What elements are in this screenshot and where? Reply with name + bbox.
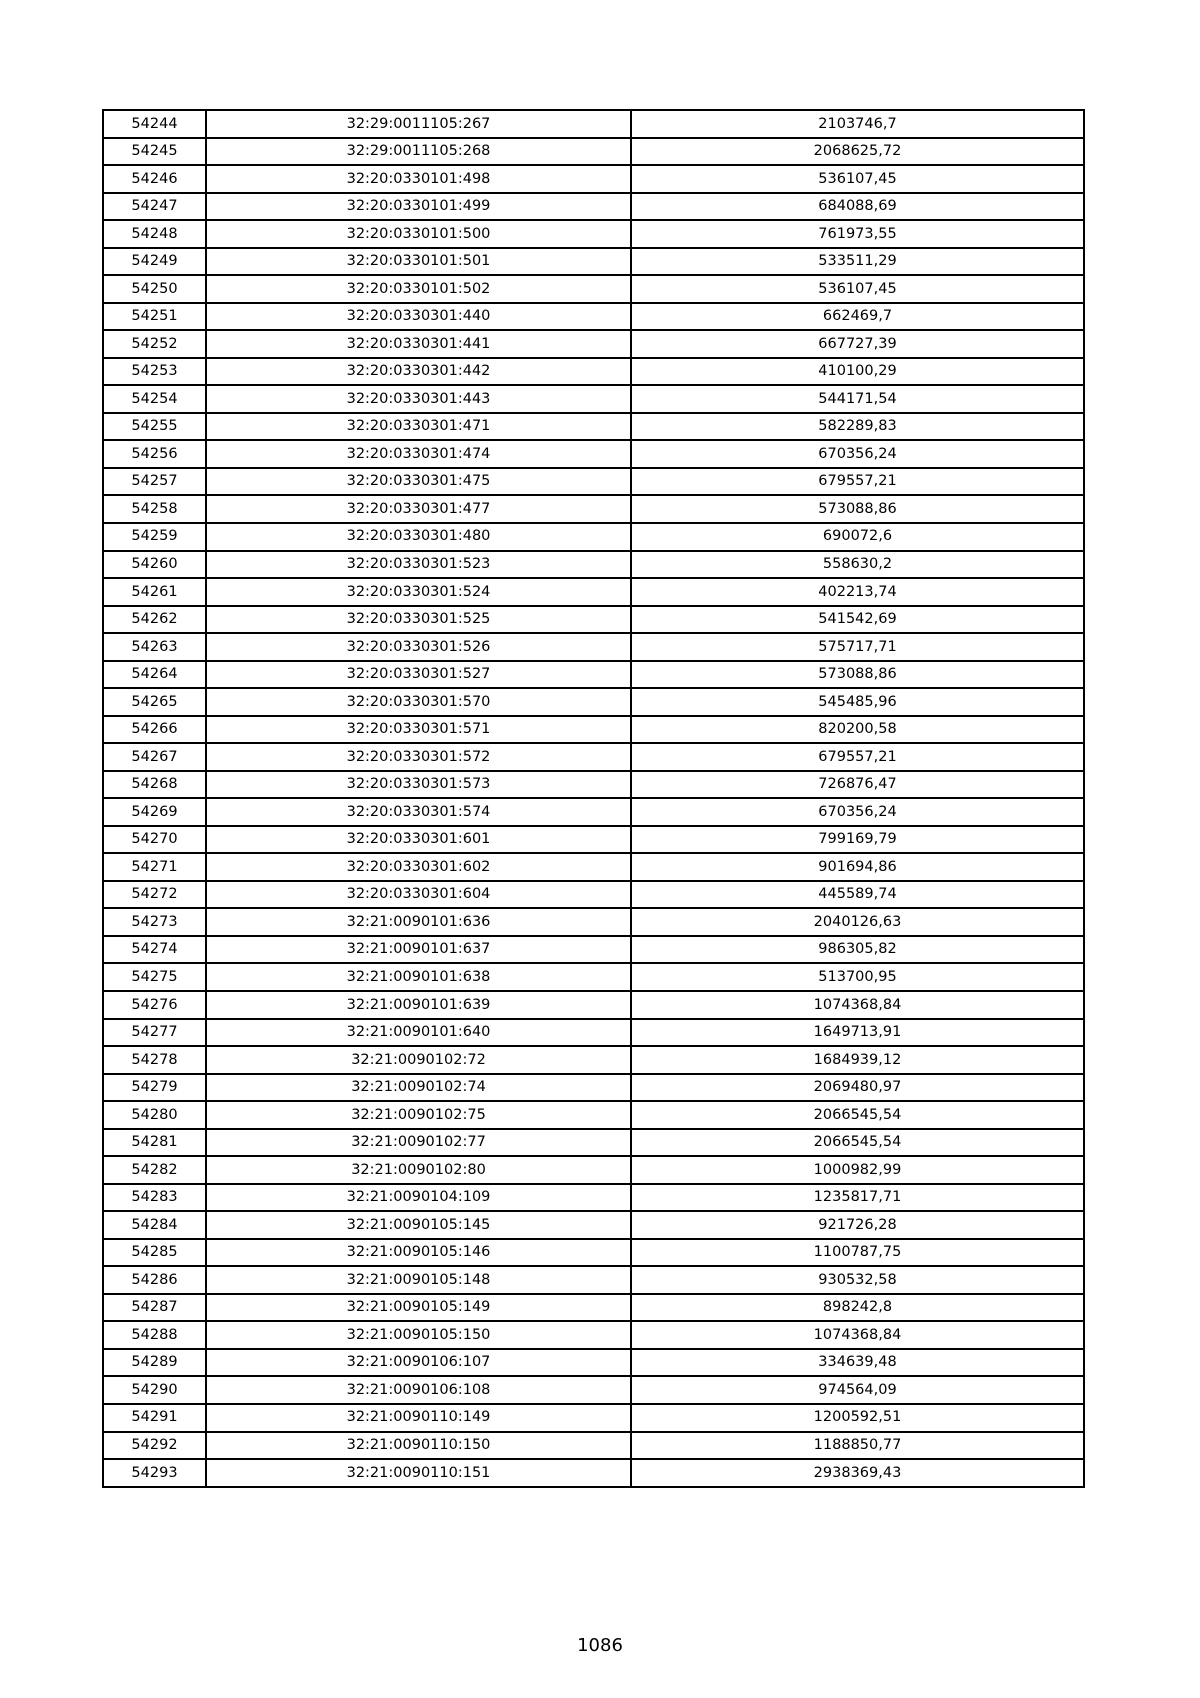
row-number-cell: 54249	[103, 248, 206, 276]
cadastral-number-cell: 32:20:0330301:480	[206, 523, 631, 551]
cadastral-number-cell: 32:20:0330301:475	[206, 468, 631, 496]
cadastral-value-cell: 667727,39	[631, 330, 1084, 358]
cadastral-value-cell: 679557,21	[631, 743, 1084, 771]
row-number-cell: 54284	[103, 1211, 206, 1239]
cadastral-value-cell: 898242,8	[631, 1294, 1084, 1322]
table-row	[103, 688, 1084, 716]
cadastral-number-cell: 32:20:0330301:440	[206, 303, 631, 331]
cadastral-number-cell: 32:20:0330301:524	[206, 578, 631, 606]
cadastral-number-cell: 32:20:0330301:570	[206, 688, 631, 716]
table-row	[103, 1294, 1084, 1322]
cadastral-value-cell: 545485,96	[631, 688, 1084, 716]
table-row	[103, 1349, 1084, 1377]
row-number-cell: 54282	[103, 1156, 206, 1184]
row-number-cell: 54293	[103, 1459, 206, 1487]
table-row	[103, 358, 1084, 386]
row-number-cell: 54285	[103, 1239, 206, 1267]
table-row	[103, 1129, 1084, 1157]
table-body	[103, 110, 1084, 1487]
cadastral-number-cell: 32:21:0090102:72	[206, 1046, 631, 1074]
cadastral-number-cell: 32:20:0330301:527	[206, 661, 631, 689]
row-number-cell: 54259	[103, 523, 206, 551]
cadastral-number-cell: 32:20:0330101:499	[206, 193, 631, 221]
cadastral-value-cell: 2068625,72	[631, 138, 1084, 166]
row-number-cell: 54255	[103, 413, 206, 441]
cadastral-value-cell: 575717,71	[631, 633, 1084, 661]
cadastral-value-cell: 402213,74	[631, 578, 1084, 606]
cadastral-number-cell: 32:21:0090105:149	[206, 1294, 631, 1322]
row-number-cell: 54267	[103, 743, 206, 771]
cadastral-number-cell: 32:21:0090106:108	[206, 1376, 631, 1404]
row-number-cell: 54276	[103, 991, 206, 1019]
row-number-cell: 54256	[103, 440, 206, 468]
row-number-cell: 54250	[103, 275, 206, 303]
cadastral-value-cell: 410100,29	[631, 358, 1084, 386]
cadastral-number-cell: 32:21:0090106:107	[206, 1349, 631, 1377]
table-row	[103, 551, 1084, 579]
cadastral-value-cell: 2066545,54	[631, 1129, 1084, 1157]
row-number-cell: 54283	[103, 1184, 206, 1212]
cadastral-number-cell: 32:20:0330101:500	[206, 220, 631, 248]
cadastral-number-cell: 32:21:0090101:636	[206, 908, 631, 936]
cadastral-value-cell: 536107,45	[631, 165, 1084, 193]
cadastral-number-cell: 32:20:0330301:525	[206, 606, 631, 634]
cadastral-value-cell: 690072,6	[631, 523, 1084, 551]
cadastral-number-cell: 32:29:0011105:267	[206, 110, 631, 138]
cadastral-number-cell: 32:20:0330101:502	[206, 275, 631, 303]
cadastral-value-cell: 582289,83	[631, 413, 1084, 441]
table-row	[103, 468, 1084, 496]
row-number-cell: 54270	[103, 826, 206, 854]
row-number-cell: 54251	[103, 303, 206, 331]
table-row	[103, 1046, 1084, 1074]
row-number-cell: 54248	[103, 220, 206, 248]
table-row	[103, 193, 1084, 221]
row-number-cell: 54257	[103, 468, 206, 496]
table-row	[103, 633, 1084, 661]
row-number-cell: 54273	[103, 908, 206, 936]
cadastral-number-cell: 32:21:0090110:151	[206, 1459, 631, 1487]
cadastral-number-cell: 32:21:0090105:145	[206, 1211, 631, 1239]
cadastral-value-cell: 513700,95	[631, 963, 1084, 991]
cadastral-number-cell: 32:21:0090110:150	[206, 1432, 631, 1460]
cadastral-value-cell: 1235817,71	[631, 1184, 1084, 1212]
cadastral-number-cell: 32:20:0330301:604	[206, 881, 631, 909]
row-number-cell: 54292	[103, 1432, 206, 1460]
cadastral-value-cell: 726876,47	[631, 771, 1084, 799]
cadastral-number-cell: 32:21:0090105:150	[206, 1321, 631, 1349]
cadastral-value-cell: 334639,48	[631, 1349, 1084, 1377]
row-number-cell: 54245	[103, 138, 206, 166]
cadastral-number-cell: 32:21:0090110:149	[206, 1404, 631, 1432]
table-row	[103, 963, 1084, 991]
table-row	[103, 1239, 1084, 1267]
cadastral-value-cell: 1100787,75	[631, 1239, 1084, 1267]
cadastral-value-cell: 1200592,51	[631, 1404, 1084, 1432]
table-row	[103, 743, 1084, 771]
cadastral-number-cell: 32:20:0330301:526	[206, 633, 631, 661]
cadastral-number-cell: 32:20:0330301:574	[206, 798, 631, 826]
cadastral-value-cell: 573088,86	[631, 495, 1084, 523]
table-row	[103, 440, 1084, 468]
cadastral-value-cell: 799169,79	[631, 826, 1084, 854]
table-row	[103, 606, 1084, 634]
table-row	[103, 138, 1084, 166]
cadastral-value-cell: 901694,86	[631, 853, 1084, 881]
table-row	[103, 248, 1084, 276]
row-number-cell: 54272	[103, 881, 206, 909]
row-number-cell: 54254	[103, 385, 206, 413]
row-number-cell: 54260	[103, 551, 206, 579]
cadastral-number-cell: 32:20:0330301:573	[206, 771, 631, 799]
row-number-cell: 54261	[103, 578, 206, 606]
table-row	[103, 385, 1084, 413]
cadastral-value-cell: 2069480,97	[631, 1074, 1084, 1102]
table-row	[103, 495, 1084, 523]
cadastral-value-cell: 1188850,77	[631, 1432, 1084, 1460]
table-row	[103, 1156, 1084, 1184]
cadastral-value-cell: 684088,69	[631, 193, 1084, 221]
table-row	[103, 1101, 1084, 1129]
row-number-cell: 54265	[103, 688, 206, 716]
cadastral-value-cell: 1649713,91	[631, 1019, 1084, 1047]
table-row	[103, 1404, 1084, 1432]
cadastral-number-cell: 32:20:0330301:602	[206, 853, 631, 881]
cadastral-value-cell: 536107,45	[631, 275, 1084, 303]
cadastral-number-cell: 32:29:0011105:268	[206, 138, 631, 166]
cadastral-value-cell: 662469,7	[631, 303, 1084, 331]
cadastral-number-cell: 32:21:0090102:74	[206, 1074, 631, 1102]
row-number-cell: 54252	[103, 330, 206, 358]
cadastral-value-cell: 2938369,43	[631, 1459, 1084, 1487]
table-row	[103, 936, 1084, 964]
cadastral-number-cell: 32:20:0330301:523	[206, 551, 631, 579]
cadastral-number-cell: 32:21:0090101:637	[206, 936, 631, 964]
cadastral-number-cell: 32:20:0330301:471	[206, 413, 631, 441]
row-number-cell: 54288	[103, 1321, 206, 1349]
table-row	[103, 798, 1084, 826]
cadastral-number-cell: 32:20:0330101:498	[206, 165, 631, 193]
cadastral-value-cell: 1684939,12	[631, 1046, 1084, 1074]
cadastral-number-cell: 32:20:0330301:474	[206, 440, 631, 468]
cadastral-value-cell: 541542,69	[631, 606, 1084, 634]
row-number-cell: 54247	[103, 193, 206, 221]
cadastral-value-cell: 1000982,99	[631, 1156, 1084, 1184]
cadastral-number-cell: 32:21:0090105:148	[206, 1266, 631, 1294]
cadastral-number-cell: 32:20:0330301:601	[206, 826, 631, 854]
table-row	[103, 1432, 1084, 1460]
cadastral-value-cell: 2066545,54	[631, 1101, 1084, 1129]
table-row	[103, 661, 1084, 689]
cadastral-number-cell: 32:20:0330101:501	[206, 248, 631, 276]
cadastral-number-cell: 32:20:0330301:442	[206, 358, 631, 386]
table-row	[103, 771, 1084, 799]
row-number-cell: 54277	[103, 1019, 206, 1047]
cadastral-number-cell: 32:20:0330301:571	[206, 716, 631, 744]
table-row	[103, 881, 1084, 909]
table-row	[103, 1376, 1084, 1404]
row-number-cell: 54291	[103, 1404, 206, 1432]
cadastral-value-cell: 761973,55	[631, 220, 1084, 248]
cadastral-value-cell: 921726,28	[631, 1211, 1084, 1239]
table-row	[103, 220, 1084, 248]
cadastral-number-cell: 32:21:0090101:638	[206, 963, 631, 991]
cadastral-number-cell: 32:21:0090104:109	[206, 1184, 631, 1212]
cadastral-number-cell: 32:20:0330301:441	[206, 330, 631, 358]
row-number-cell: 54289	[103, 1349, 206, 1377]
cadastral-value-cell: 670356,24	[631, 440, 1084, 468]
row-number-cell: 54279	[103, 1074, 206, 1102]
cadastral-number-cell: 32:21:0090102:77	[206, 1129, 631, 1157]
cadastral-value-cell: 544171,54	[631, 385, 1084, 413]
row-number-cell: 54258	[103, 495, 206, 523]
table-row	[103, 853, 1084, 881]
table-row	[103, 275, 1084, 303]
cadastral-number-cell: 32:20:0330301:443	[206, 385, 631, 413]
row-number-cell: 54246	[103, 165, 206, 193]
cadastral-number-cell: 32:21:0090101:639	[206, 991, 631, 1019]
cadastral-value-cell: 558630,2	[631, 551, 1084, 579]
row-number-cell: 54264	[103, 661, 206, 689]
table-row	[103, 1266, 1084, 1294]
table-row	[103, 413, 1084, 441]
row-number-cell: 54269	[103, 798, 206, 826]
cadastral-number-cell: 32:21:0090102:80	[206, 1156, 631, 1184]
row-number-cell: 54253	[103, 358, 206, 386]
table-row	[103, 1459, 1084, 1487]
cadastral-value-cell: 1074368,84	[631, 991, 1084, 1019]
cadastral-value-cell: 533511,29	[631, 248, 1084, 276]
cadastral-value-cell: 820200,58	[631, 716, 1084, 744]
cadastral-value-cell: 930532,58	[631, 1266, 1084, 1294]
table-row	[103, 826, 1084, 854]
cadastral-value-cell: 986305,82	[631, 936, 1084, 964]
table-row	[103, 110, 1084, 138]
row-number-cell: 54266	[103, 716, 206, 744]
cadastral-value-cell: 670356,24	[631, 798, 1084, 826]
table-row	[103, 523, 1084, 551]
row-number-cell: 54262	[103, 606, 206, 634]
cadastral-number-cell: 32:21:0090105:146	[206, 1239, 631, 1267]
cadastral-value-cell: 573088,86	[631, 661, 1084, 689]
table-row	[103, 716, 1084, 744]
row-number-cell: 54244	[103, 110, 206, 138]
table-row	[103, 165, 1084, 193]
cadastral-value-cell: 2040126,63	[631, 908, 1084, 936]
table-row	[103, 330, 1084, 358]
cadastral-number-cell: 32:21:0090101:640	[206, 1019, 631, 1047]
row-number-cell: 54280	[103, 1101, 206, 1129]
cadastral-value-table	[102, 109, 1085, 1488]
table-row	[103, 1211, 1084, 1239]
page-number: 1086	[577, 1635, 623, 1656]
row-number-cell: 54287	[103, 1294, 206, 1322]
cadastral-value-cell: 679557,21	[631, 468, 1084, 496]
row-number-cell: 54286	[103, 1266, 206, 1294]
table-row	[103, 908, 1084, 936]
row-number-cell: 54274	[103, 936, 206, 964]
table-row	[103, 578, 1084, 606]
row-number-cell: 54275	[103, 963, 206, 991]
row-number-cell: 54271	[103, 853, 206, 881]
cadastral-number-cell: 32:20:0330301:477	[206, 495, 631, 523]
table-row	[103, 1019, 1084, 1047]
row-number-cell: 54281	[103, 1129, 206, 1157]
row-number-cell: 54278	[103, 1046, 206, 1074]
row-number-cell: 54290	[103, 1376, 206, 1404]
table-row	[103, 991, 1084, 1019]
cadastral-value-cell: 2103746,7	[631, 110, 1084, 138]
table-row	[103, 1184, 1084, 1212]
cadastral-number-cell: 32:21:0090102:75	[206, 1101, 631, 1129]
table-row	[103, 303, 1084, 331]
cadastral-value-cell: 445589,74	[631, 881, 1084, 909]
cadastral-number-cell: 32:20:0330301:572	[206, 743, 631, 771]
table-row	[103, 1074, 1084, 1102]
cadastral-value-cell: 974564,09	[631, 1376, 1084, 1404]
row-number-cell: 54268	[103, 771, 206, 799]
row-number-cell: 54263	[103, 633, 206, 661]
table-row	[103, 1321, 1084, 1349]
cadastral-value-cell: 1074368,84	[631, 1321, 1084, 1349]
